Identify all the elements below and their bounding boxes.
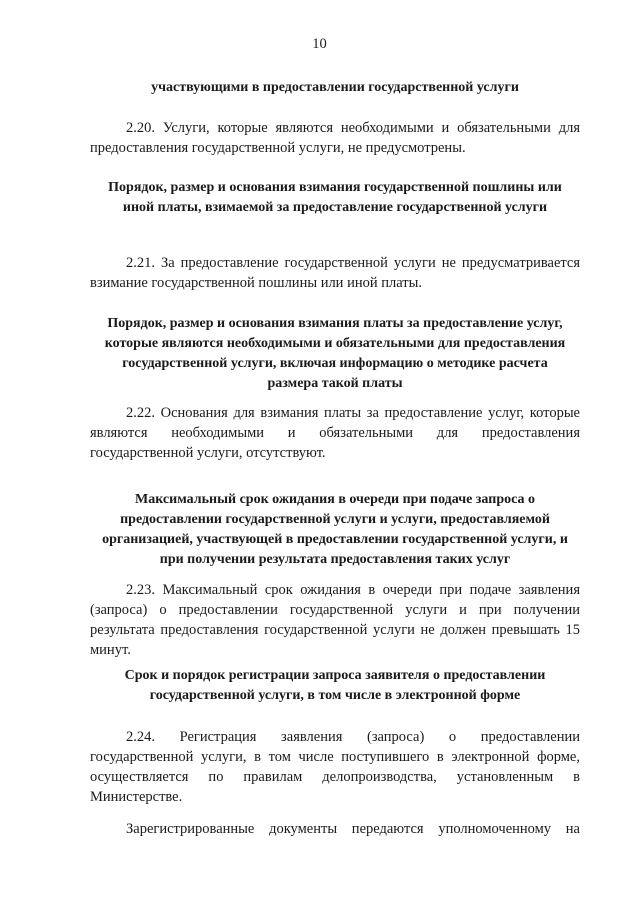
section-heading-registration: Срок и порядок регистрации запроса заявителя о предоставлении государственной услуги, в том числе в электронной форме [124,668,546,703]
paragraph-2-20: 2.20. Услуги, которые являются необходимыми и обязательными для предоставления государственной услуги, не предусмотрены. [90,120,580,156]
page-number: 10 [312,36,327,52]
paragraph-2-22: 2.22. Основания для взимания платы за предоставление услуг, которые являются необходимыми и обязательными для предоставления государственной услуги, отсутствуют. [90,405,580,461]
section-heading-continued: участвующими в предоставлении государственной услуги [151,80,519,95]
paragraph-2-24-continued: Зарегистрированные документы передаются уполномоченному на [126,821,580,837]
paragraph-2-21: 2.21. За предоставление государственной услуги не предусматривается взимание государственной пошлины или иной платы. [90,255,580,291]
paragraph-2-24: 2.24. Регистрация заявления (запроса) о предоставлении государственной услуги, в том числе поступившего в электронной форме, осуществляется по правилам делопроизводства, установленным в Министерстве. [90,729,580,805]
section-heading-queue-time: Максимальный срок ожидания в очереди при подаче запроса о предоставлении государственной услуги и услуги, предоставляемой организацией, участвующей в предоставлении государственной услуги, и при получении результата предоставления таких услуг [102,492,568,567]
section-heading-fee-for-services: Порядок, размер и основания взимания платы за предоставление услуг, которые являются необходимыми и обязательными для предоставления государственной услуги, включая информацию о методике расчета размера такой платы [104,316,566,391]
section-heading-state-fee: Порядок, размер и основания взимания государственной пошлины или иной платы, взимаемой за предоставление государственной услуги [108,180,562,215]
paragraph-2-23: 2.23. Максимальный срок ожидания в очереди при подаче заявления (запроса) о предоставлении государственной услуги и при получении результата предоставления государственной услуги не должен превышать 15 минут. [90,582,580,658]
